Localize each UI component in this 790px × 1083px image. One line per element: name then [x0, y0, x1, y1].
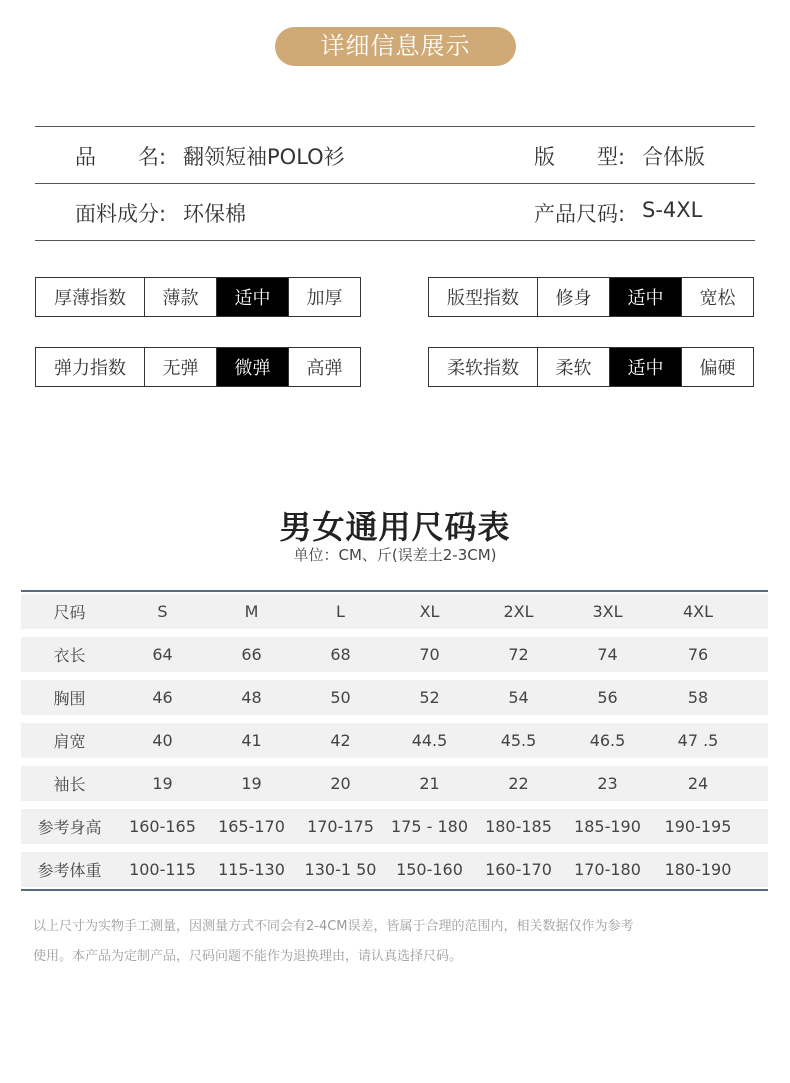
table-header-cell: 3XL [592, 602, 623, 621]
table-header-cell: 4XL [682, 602, 714, 621]
size-note-line-1: 以上尺寸为实物手工测量，因测量方式不同会有2-4CM误差，皆属于合理的范围内，相关数据仅作为参考 [33, 919, 634, 934]
table-cell: 160-170 [485, 860, 552, 879]
table-cell: 100-115 [129, 860, 196, 879]
index-label: 厚薄指数 [54, 288, 126, 309]
product-name-label: 品 名: [75, 145, 167, 169]
table-cell: 20 [330, 774, 351, 793]
divider-middle [35, 183, 755, 184]
softness-index [428, 347, 754, 387]
table-row [21, 766, 768, 801]
fabric-label: 面料成分: [75, 202, 167, 226]
table-cell: 23 [597, 774, 618, 793]
table-cell: 74 [597, 645, 618, 664]
table-cell: 170-175 [307, 817, 374, 836]
product-fit-value: 合体版 [642, 145, 705, 169]
row-label: 胸围 [53, 689, 86, 708]
table-cell: 68 [330, 645, 351, 664]
product-name-value: 翻领短袖POLO衫 [183, 145, 345, 169]
table-cell: 46 [152, 688, 173, 707]
index-option: 偏硬 [681, 348, 753, 386]
size-note-line-2: 使用。本产品为定制产品，尺码问题不能作为退换理由，请认真选择尺码。 [33, 949, 463, 964]
table-cell: 72 [508, 645, 529, 664]
index-label: 柔软指数 [447, 358, 519, 379]
table-cell: 130-1 50 [304, 860, 377, 879]
divider-bottom [35, 240, 755, 241]
table-header-cell: 2XL [503, 602, 534, 621]
row-label: 衣长 [53, 646, 86, 665]
table-header-cell: M [244, 602, 259, 621]
size-chart-title: 男女通用尺码表 [279, 508, 511, 546]
table-row [21, 680, 768, 715]
index-option: 薄款 [144, 278, 216, 316]
thickness-index [35, 277, 361, 317]
table-cell: 180-190 [664, 860, 732, 879]
fit-index [428, 277, 754, 317]
table-row [21, 852, 768, 887]
index-option-selected: 适中 [609, 348, 681, 386]
table-cell: 58 [687, 688, 709, 707]
table-cell: 50 [330, 688, 351, 707]
table-header-cell: XL [419, 602, 440, 621]
table-header-label: 尺码 [53, 603, 86, 622]
size-table [21, 590, 768, 891]
table-cell: 64 [152, 645, 173, 664]
table-cell: 42 [330, 731, 351, 750]
index-option: 宽松 [681, 278, 753, 316]
table-row [21, 723, 768, 758]
index-label: 弹力指数 [54, 358, 126, 379]
table-row [21, 809, 768, 844]
section-banner-title: 详细信息展示 [275, 27, 516, 66]
table-header-cell: S [157, 602, 168, 621]
product-size-label: 产品尺码: [534, 202, 626, 226]
table-cell: 70 [419, 645, 440, 664]
product-size-value: S-4XL [642, 198, 703, 222]
table-cell: 56 [597, 688, 618, 707]
table-cell: 115-130 [218, 860, 285, 879]
table-cell: 19 [152, 774, 173, 793]
row-label: 参考体重 [37, 861, 102, 880]
row-label: 肩宽 [53, 732, 86, 751]
divider-top [35, 126, 755, 127]
table-row [21, 637, 768, 672]
table-cell: 150-160 [396, 860, 463, 879]
table-cell: 170-180 [574, 860, 641, 879]
table-cell: 41 [241, 731, 262, 750]
index-option: 修身 [537, 278, 609, 316]
row-label: 参考身高 [37, 818, 102, 837]
table-cell: 165-170 [218, 817, 285, 836]
product-fit-label: 版 型: [534, 145, 626, 169]
table-cell: 54 [508, 688, 529, 707]
table-cell: 175 - 180 [390, 817, 469, 836]
table-cell: 24 [687, 774, 709, 793]
table-cell: 160-165 [129, 817, 196, 836]
table-cell: 45.5 [500, 731, 537, 750]
size-note [33, 912, 768, 972]
index-option-selected: 适中 [216, 278, 288, 316]
table-cell: 47 .5 [677, 731, 719, 750]
table-cell: 22 [508, 774, 529, 793]
index-option: 柔软 [537, 348, 609, 386]
table-cell: 46.5 [589, 731, 626, 750]
index-option: 加厚 [288, 278, 360, 316]
elasticity-index [35, 347, 361, 387]
table-cell: 190-195 [664, 817, 732, 836]
table-cell: 180-185 [485, 817, 552, 836]
table-cell: 48 [241, 688, 262, 707]
table-cell: 185-190 [574, 817, 641, 836]
table-cell: 44.5 [411, 731, 448, 750]
index-option: 无弹 [144, 348, 216, 386]
table-cell: 19 [241, 774, 262, 793]
table-cell: 66 [241, 645, 262, 664]
row-label: 袖长 [53, 775, 86, 794]
index-option-selected: 适中 [609, 278, 681, 316]
table-header-row [21, 594, 768, 629]
table-cell: 40 [152, 731, 173, 750]
fabric-value: 环保棉 [183, 202, 246, 226]
table-cell: 21 [419, 774, 440, 793]
index-option: 高弹 [288, 348, 360, 386]
index-option-selected: 微弹 [216, 348, 288, 386]
table-cell: 76 [687, 645, 709, 664]
table-cell: 52 [419, 688, 440, 707]
size-chart-unit: 单位：CM、斤(误差土2-3CM) [293, 546, 497, 564]
index-label: 版型指数 [447, 288, 519, 309]
table-header-cell: L [336, 602, 345, 621]
